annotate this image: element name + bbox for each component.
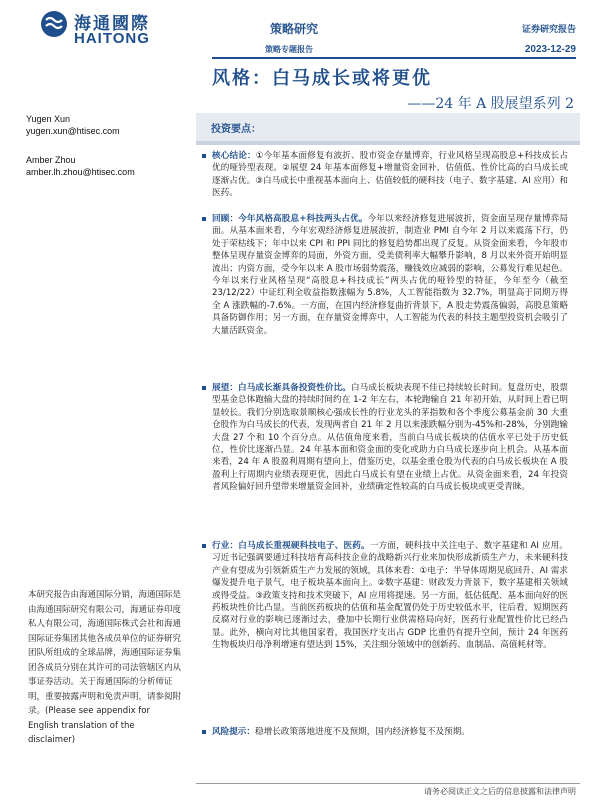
report-date: 2023-12-29 [524, 44, 576, 55]
summary-heading: 投资要点： [211, 124, 261, 135]
paragraph-body: 稳增长政策落地进度不及预期，国内经济修复不及预期。 [254, 727, 470, 737]
page-title: 风格：白马成长或将更优 [212, 68, 432, 89]
haitong-logo-icon [40, 10, 68, 38]
report-subcategory: 策略专题报告 [265, 45, 313, 54]
paragraph-body: ①今年基本面修复有波折、股市资金存量博弈，行业风格呈现高股息+科技成长占优的哑铃型表现。②展望 24 年基本面修复+增量资金回补，估值低、性价比高的白马成长或逐渐占优。③白马成长中重视基本面向上、估值较低的硬科技（电子、数字基建、AI 应用）和医药。 [212, 151, 568, 199]
summary-paragraph [212, 382, 568, 494]
summary-divider [196, 141, 580, 145]
page-subtitle: ——24 年 A 股展望系列 2 [407, 96, 574, 112]
disclaimer-text: 本研究报告由海通国际分销，海通国际是由海通国际研究有限公司，海通证券印度私人有限公司，海通国际株式会社和海通国际证券集团其他各成员单位的证券研究团队所组成的全球品牌，海通国际证券集团各成员分别在其许可的司法管辖区内从事证券活动。关于海通国际的分析师证明，重要披露声明和免责声明，请参阅附录。(Please see appendix for English translation of the disclaimer) [28, 590, 182, 745]
report-category: 策略研究 [270, 22, 319, 36]
paragraph-lead: 行业：白马成长重视硬科技电子、医药。 [212, 541, 370, 551]
paragraph-lead: 展望：白马成长渐具备投资性价比。 [212, 383, 351, 393]
footer-divider [196, 783, 580, 784]
bullet-icon [202, 730, 206, 734]
logo-chinese-text: 海通國際 [74, 14, 150, 34]
footer-text: 请务必阅读正文之后的信息披露和法律声明 [424, 787, 576, 796]
paragraph-body: 一方面，硬科技中关注电子、数字基建和 AI 应用。习近书记强调要通过科技培育高科技企业的战略新兴行业来加快形成新质生产力，未来硬科技产业有望成为引领新质生产力发展的领域，具体来看：①电子：半导体周期见底回升、AI 需求爆发提升电子景气，电子板块基本面向上。②数字基建：财政发力背景下，数字基建相关领域或得受益。③政策支持和技术突破下，AI 应用将提速。另一方面，低估低配、基本面向好的医药板块性价比凸显。当前医药板块的估值和基金配置仍处于历史较低水平，往后看，短期医药反腐对行业的影响已逐渐过去，叠加中长期行业供需格局向好，医药行业配置性价比已经凸显。此外，横向对比其他国家看，我国医疗支出占 GDP 比重仍有提升空间，预计 24 年医药生物板块归母净利增速有望达到 15%，关注细分领域中的创新药、血制品、高值耗材等。 [212, 541, 568, 651]
header-divider [212, 57, 576, 59]
summary-paragraph [212, 150, 568, 200]
summary-header [196, 113, 580, 141]
report-type: 证券研究报告 [521, 25, 576, 35]
bullet-icon [202, 217, 206, 221]
summary-paragraph [212, 540, 568, 652]
paragraph-body: 白马成长板块表现不佳已持续较长时间。复盘历史，股票型基金总体跑输大盘的持续时间约在 1-2 年左右，本轮跑输自 21 年初开始，从时间上看已明显较长。我们分别选取景顺核心强成长性的行业龙头的茅指数和各个季度公募基金前 30 大重仓股作为白马成长的代表，发现两者自 21 年 2 月以来涨跌幅分别为-45%和-28%，分别跑输大盘 27 个和 10 个百分点。从估值角度来看，当前白马成长板块的估值水平已处于历史低位，性价比逐渐凸显。24 年基本面和资金面的变化或助力白马成长逐步向上机会。从基本面来看，24 年 A 股盈利周期有望向上，借鉴历史，以基金重仓股为代表的白马成长板块在 A 股盈利上行周期内业绩表现更优，因此白马成长有望在业绩上占优。从资金面来看，24 年投资者风险偏好回升望带来增量资金回补，业绩确定性较高的白马成长板块或更受青睐。 [212, 383, 568, 493]
paragraph-lead: 核心结论： [212, 151, 256, 161]
author-email[interactable]: yugen.xun@htisec.com [26, 126, 120, 136]
paragraph-body: 今年以来经济修复进展波折，资金面呈现存量博弈局面。从基本面来看，今年宏观经济修复进展波折，制造业 PMI 自今年 2 月以来震荡下行，仍处于荣枯线下；年中以来 CPI 和 PPI 同比的修复趋势都出现了反复。从资金面来看，今年股市整体呈现存量资金博弈的局面，外资方面，受美债利率大幅攀升影响，8 月以来外资开始明显流出；内资方面，受今年以来 A 股市场弱势震荡，赚钱效应减弱的影响，公募发行难见起色。今年以来行业风格呈现“高股息+科技成长”两头占优的哑铃型的特征，今年至今（截至 23/12/22）中证红利全收益指数涨幅为 5.8%，人工智能指数为 32.7%，明显高于同期万得全 A 涨跌幅的-7.6%。一方面，在国内经济修复曲折背景下，A 股走势震荡偏弱，高股息策略具备防御作用；另一方面，在存量资金博弈中，人工智能为代表的科技主题型投资机会吸引了大量活跃资金。 [212, 214, 568, 336]
paragraph-lead: 回顾：今年风格高股息+科技两头占优。 [212, 214, 368, 224]
summary-paragraph [212, 726, 568, 738]
bullet-icon [202, 544, 206, 548]
bullet-icon [202, 154, 206, 158]
author-name: Yugen Xun [26, 114, 71, 124]
author-email[interactable]: amber.lh.zhou@htisec.com [26, 167, 135, 177]
paragraph-lead: 风险提示： [212, 727, 255, 737]
author-name: Amber Zhou [26, 155, 76, 165]
bullet-icon [202, 386, 206, 390]
summary-paragraph [212, 213, 568, 337]
logo-english-text: HAITONG [74, 30, 150, 47]
